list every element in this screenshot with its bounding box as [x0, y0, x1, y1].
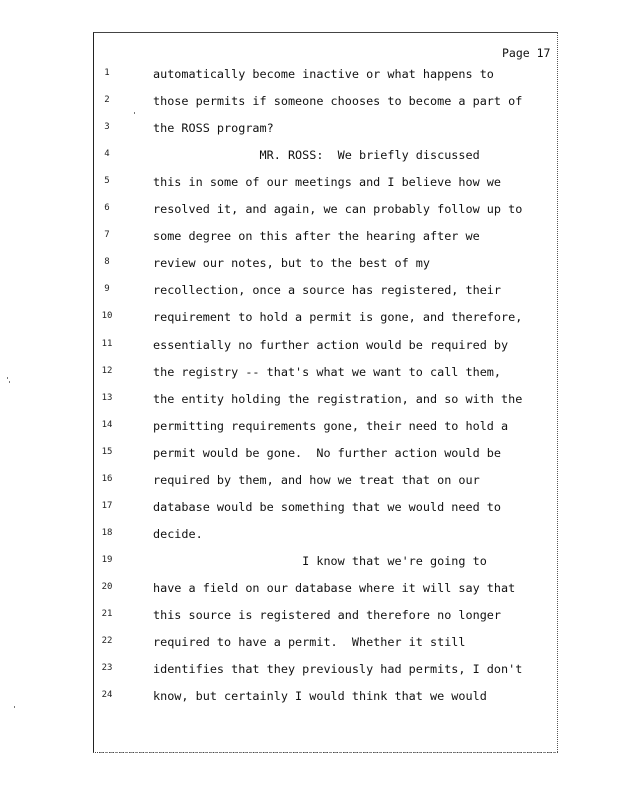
- footer-scan-line: [100, 752, 556, 757]
- line-text: have a field on our database where it will say that: [153, 580, 516, 595]
- scan-speck: [14, 706, 15, 708]
- line-text: review our notes, but to the best of my: [153, 256, 430, 271]
- line-text: database would be something that we would need to: [153, 499, 502, 514]
- line-text: resolved it, and again, we can probably follow up to: [153, 202, 523, 217]
- line-number: 6: [104, 203, 110, 214]
- line-text: some degree on this after the hearing after we: [153, 229, 480, 244]
- line-number: 2: [104, 95, 110, 106]
- scan-speck: [9, 381, 10, 383]
- page-frame-right-edge: [557, 32, 558, 752]
- line-number: 15: [101, 446, 113, 457]
- line-text: recollection, once a source has registered, their: [153, 283, 502, 298]
- line-number: 22: [101, 636, 113, 647]
- line-number: 19: [101, 554, 113, 565]
- line-number: 12: [101, 365, 113, 376]
- line-text: this source is registered and therefore no longer: [153, 608, 502, 622]
- line-number: 1: [104, 68, 110, 78]
- line-number: 7: [104, 230, 110, 241]
- line-number: 17: [101, 500, 113, 511]
- line-text: decide.: [153, 526, 203, 541]
- scan-speck: [7, 377, 8, 379]
- line-number: 9: [104, 284, 110, 295]
- line-text: essentially no further action would be required by: [153, 337, 509, 352]
- line-number: 8: [104, 257, 110, 268]
- line-number: 10: [101, 311, 113, 322]
- line-text: MR. ROSS: We briefly discussed: [153, 148, 480, 163]
- line-number: 11: [101, 338, 113, 349]
- line-number: 13: [101, 392, 113, 403]
- line-text: the registry -- that's what we want to call them,: [153, 364, 502, 379]
- line-number: 14: [101, 419, 113, 430]
- line-number: 20: [101, 581, 113, 592]
- line-text: those permits if someone chooses to become a part of: [153, 94, 523, 109]
- line-text: required to have a permit. Whether it still: [153, 635, 466, 650]
- line-number: 16: [101, 473, 113, 484]
- line-text: requirement to hold a permit is gone, and therefore,: [153, 310, 523, 325]
- line-text: automatically become inactive or what happens to: [153, 67, 494, 81]
- line-text: permitting requirements gone, their need to hold a: [153, 418, 509, 433]
- line-text: I know that we're going to: [153, 553, 487, 568]
- line-number: 18: [101, 527, 113, 538]
- line-number: 24: [101, 690, 113, 701]
- line-text: the entity holding the registration, and so with the: [153, 391, 523, 406]
- line-number: 5: [104, 176, 110, 187]
- line-text: this in some of our meetings and I believe how we: [153, 175, 502, 190]
- line-text: the ROSS program?: [153, 121, 274, 136]
- page-number: Page 17: [502, 46, 551, 60]
- line-number: 23: [101, 663, 113, 674]
- line-number: 4: [104, 149, 110, 160]
- line-text: required by them, and how we treat that on our: [153, 472, 480, 487]
- line-text: know, but certainly I would think that we would: [153, 689, 487, 704]
- scan-speck: [134, 112, 135, 114]
- line-text: identifies that they previously had permits, I don't: [153, 662, 523, 677]
- line-text: permit would be gone. No further action would be: [153, 445, 502, 460]
- line-number: 21: [101, 609, 113, 619]
- line-number: 3: [104, 122, 110, 133]
